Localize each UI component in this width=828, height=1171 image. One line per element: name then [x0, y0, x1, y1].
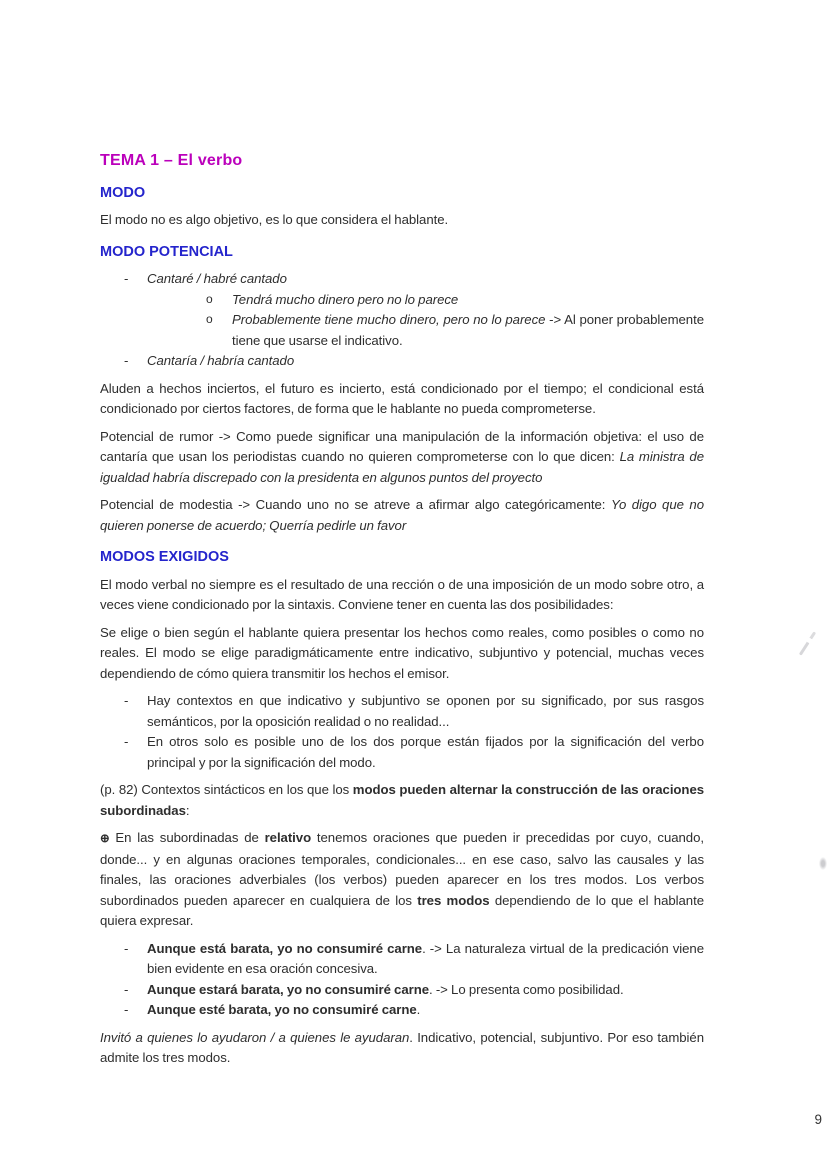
run-normal: Potencial de modestia -> Cuando uno no se atreve a afirmar algo categóricamente: [100, 497, 611, 512]
paragraph-potencial-rumor [100, 427, 704, 489]
list-item-text: Probablemente tiene mucho dinero, pero no lo parece [232, 312, 546, 327]
list-item-text: -> Al poner probablemente tiene que usarse el indicativo. [232, 312, 704, 348]
list-item-text: Cantaría / habría cantado [147, 353, 295, 368]
run-bold: modos pueden alternar la construcción de las oraciones subordinadas [100, 782, 705, 818]
run-bold: Aunque esté barata, yo no consumiré carne [147, 1002, 417, 1017]
contextos-list [100, 691, 704, 773]
run-normal: Potencial de rumor -> Como puede significar una manipulación de la información objetiva: el uso de cantaría que usan los periodistas cuando no quieren comprometerse con lo que dicen: [100, 428, 704, 464]
list-item-text: En otros solo es posible uno de los dos porque están fijados por la significación del verbo principal y por la significación del modo. [147, 734, 704, 770]
aunque-examples-list [100, 939, 704, 1021]
bullet-dash: - [124, 353, 129, 368]
run-bold: Aunque está barata, yo no consumiré carne [147, 940, 423, 956]
bullet-dash: - [124, 940, 129, 956]
list-item [100, 939, 704, 980]
run-normal: (p. 82) Contextos sintácticos en los que los [100, 782, 353, 797]
list-item [100, 691, 704, 732]
bullet-dash: - [124, 1002, 129, 1017]
list-item [100, 269, 704, 290]
run-italic: Yo digo que no quieren ponerse de acuerdo; Querría pedirle un favor [100, 497, 704, 533]
run-normal: . Indicativo, potencial, subjuntivo. Por eso también admite los tres modos. [100, 1029, 704, 1065]
run-normal: . -> Lo presenta como posibilidad. [429, 981, 624, 997]
paragraph-p82 [100, 780, 704, 821]
run-bold: tres modos [417, 892, 490, 908]
run-bold: relativo [264, 830, 312, 845]
run-bold: Aunque estará barata, yo no consumiré carne [147, 981, 430, 997]
pencil-mark-1 [799, 631, 816, 655]
page-number: 9 [814, 1112, 822, 1127]
bullet-dash: - [124, 981, 129, 997]
document-page [100, 151, 704, 1076]
paragraph-aluden: Aluden a hechos inciertos, el futuro es incierto, está condicionado por el tiempo; el condicional está condicionado por ciertos factores, de forma que le hablante no pueda comprometerse. [100, 380, 704, 416]
list-item [100, 1000, 704, 1021]
run-italic: La ministra de igualdad habría discrepado con la presidenta en algunos puntos del proyecto [100, 449, 704, 485]
heading-modo: MODO [100, 184, 146, 201]
pencil-mark-2 [819, 857, 827, 870]
paragraph-potencial-modestia [100, 495, 704, 536]
bullet-dash: - [124, 271, 129, 286]
paragraph-modo-intro: El modo no es algo objetivo, es lo que considera el hablante. [100, 212, 449, 227]
heading-modos-exigidos: MODOS EXIGIDOS [100, 549, 229, 565]
potencial-examples-list [100, 269, 704, 372]
list-item [100, 351, 704, 372]
paragraph-se-elige: Se elige o bien según el hablante quiera presentar los hechos como reales, como posibles o como no reales. El modo se elige paradigmáticamente entre indicativo, subjuntivo y potencial, muchas veces dependiendo de cómo quiera transmitir los hechos el emisor. [100, 624, 704, 681]
run-normal: tenemos oraciones que pueden ir precedidas por cuyo, cuando, donde... y en algunas oraciones temporales, condicionales... en ese caso, salvo las causales y las finales, las oraciones adverbiales (los verbos) pueden aparecer en los tres modos. Los verbos subordinados pueden aparecer en cualquiera de los [100, 830, 704, 908]
paragraph-modo-verbal: El modo verbal no siempre es el resultado de una rección o de una imposición de un modo sobre otro, a veces viene condicionado por la sintaxis. Conviene tener en cuenta las dos posibilidades: [100, 576, 704, 612]
list-item [100, 980, 704, 1001]
run-normal: . [416, 1002, 421, 1017]
list-item [100, 732, 704, 773]
list-item-text: Hay contextos en que indicativo y subjuntivo se oponen por su significado, por sus rasgos semánticos, por la oposición realidad o no realidad... [147, 693, 704, 729]
run-italic: Invitó a quienes lo ayudaron / a quienes le ayudaran [100, 1029, 410, 1045]
doc-title: TEMA 1 – El verbo [100, 152, 243, 169]
run-normal: En las subordinadas de [109, 830, 265, 845]
list-item-text: Cantaré / habré cantado [147, 271, 287, 286]
circled-plus-icon: ⊕ [100, 833, 110, 845]
bullet-dash: - [124, 693, 129, 708]
list-item [100, 310, 704, 351]
bullet-circle: o [206, 312, 213, 326]
run-normal: dependiendo de lo que el hablante quiera expresar. [100, 892, 704, 928]
bullet-circle: o [206, 291, 213, 306]
run-normal: . -> La naturaleza virtual de la predicación viene bien evidente en esa oración concesiva. [147, 940, 704, 976]
list-item [100, 290, 704, 311]
bullet-dash: - [124, 734, 129, 749]
run-normal: : [185, 802, 190, 818]
heading-modo-potencial: MODO POTENCIAL [100, 243, 233, 260]
paragraph-invito [100, 1028, 704, 1069]
paragraph-relativo [100, 828, 704, 932]
list-item-text: Tendrá mucho dinero pero no lo parece [232, 291, 459, 307]
